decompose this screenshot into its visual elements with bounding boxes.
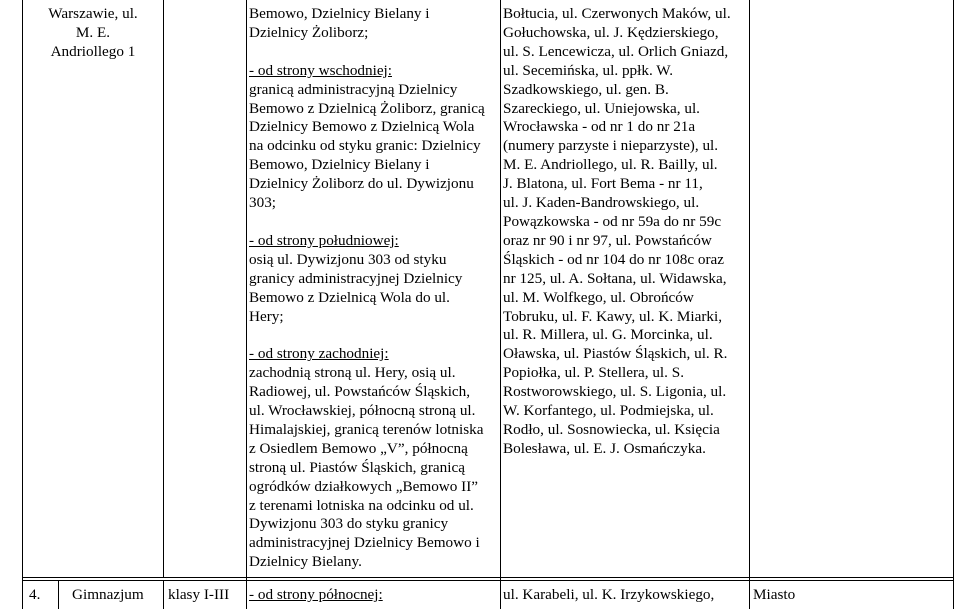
streets-first-line: ul. Karabeli, ul. K. Irzykowskiego, xyxy=(503,586,715,603)
boundary-line xyxy=(249,213,499,232)
street-line: Wrocławska - od nr 1 do nr 21a xyxy=(503,118,696,136)
grades: klasy I-III xyxy=(168,586,230,603)
boundary-description-cell xyxy=(249,5,499,572)
street-line: Rodło, ul. Sosnowiecka, ul. Księcia xyxy=(503,420,720,438)
table-border-left xyxy=(22,0,23,609)
boundary-line: na odcinku od styku granic: Dzielnicy xyxy=(249,137,481,155)
boundary-line: z terenami lotniska na odcinku od ul. xyxy=(249,496,474,514)
street-line: oraz nr 90 i nr 97, ul. Powstańców xyxy=(503,231,712,249)
boundary-line: Bemowo z Dzielnicą Żoliborz, granicą xyxy=(249,99,485,117)
boundary-line: Bemowo z Dzielnicą Wola do ul. xyxy=(249,288,450,306)
boundary-line: Himalajskiej, granicą terenów lotniska xyxy=(249,420,484,438)
street-line: J. Blatona, ul. Fort Bema - nr 11, xyxy=(503,175,703,193)
boundary-line: granicy administracyjnej Dzielnicy xyxy=(249,269,463,287)
street-line: ul. R. Millera, ul. G. Morcinka, ul. xyxy=(503,326,713,344)
column-divider-1 xyxy=(163,0,164,578)
boundary-line: 303; xyxy=(249,194,277,212)
street-line: ul. J. Kaden-Bandrowskiego, ul. xyxy=(503,194,700,212)
street-line: Bolesława, ul. E. J. Osmańczyka. xyxy=(503,439,706,457)
streets-list-cell xyxy=(503,5,748,459)
boundary-line: ul. Wrocławskiej, północną stroną ul. xyxy=(249,402,476,420)
boundary-line: ogródków działkowych „Bemowo II” xyxy=(249,477,479,495)
street-line: Bołtucia, ul. Czerwonych Maków, ul. xyxy=(503,5,731,22)
boundary-line xyxy=(249,43,499,62)
street-line: Gołuchowska, ul. J. Kędzierskiego, xyxy=(503,23,719,41)
boundary-line: administracyjnej Dzielnicy Bemowo i xyxy=(249,534,480,552)
boundary-line: - od strony wschodniej: xyxy=(249,61,392,79)
bottom-row-divider-a xyxy=(58,580,59,609)
street-line: M. E. Andriollego, ul. R. Bailly, ul. xyxy=(503,156,718,174)
boundary-line: - od strony zachodniej: xyxy=(249,345,389,363)
boundary-line: z Osiedlem Bemowo „V”, północną xyxy=(249,439,468,457)
boundary-line xyxy=(249,326,499,345)
street-line: Szareckiego, ul. Uniejowska, ul. xyxy=(503,99,700,117)
address-line: M. E. xyxy=(75,23,111,41)
address-line: Andriollego 1 xyxy=(50,42,136,60)
street-line: Oławska, ul. Piastów Śląskich, ul. R. xyxy=(503,345,728,363)
street-line: Popiołka, ul. P. Stellera, ul. S. xyxy=(503,364,684,382)
boundary-line: stroną ul. Piastów Śląskich, granicą xyxy=(249,458,465,476)
boundary-line: zachodnią stroną ul. Hery, osią ul. xyxy=(249,364,456,382)
boundary-line: Dywizjonu 303 do styku granicy xyxy=(249,515,449,533)
boundary-line: Bemowo, Dzielnicy Bielany i xyxy=(249,156,430,174)
street-line: W. Korfantego, ul. Podmiejska, ul. xyxy=(503,402,714,420)
row-divider-double xyxy=(22,580,954,581)
row-divider xyxy=(22,577,954,578)
boundary-line: osią ul. Dywizjonu 303 od styku xyxy=(249,250,447,268)
street-line: ul. S. Lencewicza, ul. Orlich Gniazd, xyxy=(503,42,729,60)
school-type: Gimnazjum xyxy=(72,586,144,603)
address-line: Warszawie, ul. xyxy=(48,5,138,22)
street-line: ul. M. Wolfkego, ul. Obrońców xyxy=(503,288,694,306)
column-divider-2 xyxy=(246,0,247,609)
boundary-line: Dzielnicy Żoliborz do ul. Dywizjonu xyxy=(249,175,474,193)
street-line: Tobruku, ul. F. Kawy, ul. K. Miarki, xyxy=(503,307,723,325)
boundary-line: Radiowej, ul. Powstańców Śląskich, xyxy=(249,383,471,401)
street-line: nr 125, ul. A. Sołtana, ul. Widawska, xyxy=(503,269,727,287)
boundary-line: Bemowo, Dzielnicy Bielany i xyxy=(249,5,430,22)
boundary-line: Hery; xyxy=(249,307,284,325)
row-number: 4. xyxy=(29,586,41,603)
boundary-line: Dzielnicy Bemowo z Dzielnicą Wola xyxy=(249,118,475,136)
street-line: (numery parzyste i nieparzyste), ul. xyxy=(503,137,719,155)
bottom-row-divider-b xyxy=(163,580,164,609)
street-line: Śląskich - od nr 104 do nr 108c oraz xyxy=(503,250,725,268)
street-line: Powązkowska - od nr 59a do nr 59c xyxy=(503,212,722,230)
boundary-heading-north: - od strony północnej: xyxy=(249,586,383,603)
location: Miasto xyxy=(753,586,796,603)
street-line: Szadkowskiego, ul. gen. B. xyxy=(503,80,669,98)
boundary-line: granicą administracyjną Dzielnicy xyxy=(249,80,458,98)
column-divider-4 xyxy=(749,0,750,609)
street-line: Rostworowskiego, ul. S. Ligonia, ul. xyxy=(503,383,727,401)
boundary-line: Dzielnicy Żoliborz; xyxy=(249,23,369,41)
column-divider-3 xyxy=(500,0,501,609)
boundary-line: - od strony południowej: xyxy=(249,231,399,249)
table-border-right xyxy=(953,0,954,609)
street-line: ul. Secemińska, ul. ppłk. W. xyxy=(503,61,674,79)
school-address-cell xyxy=(24,5,162,62)
boundary-line: Dzielnicy Bielany. xyxy=(249,553,362,571)
